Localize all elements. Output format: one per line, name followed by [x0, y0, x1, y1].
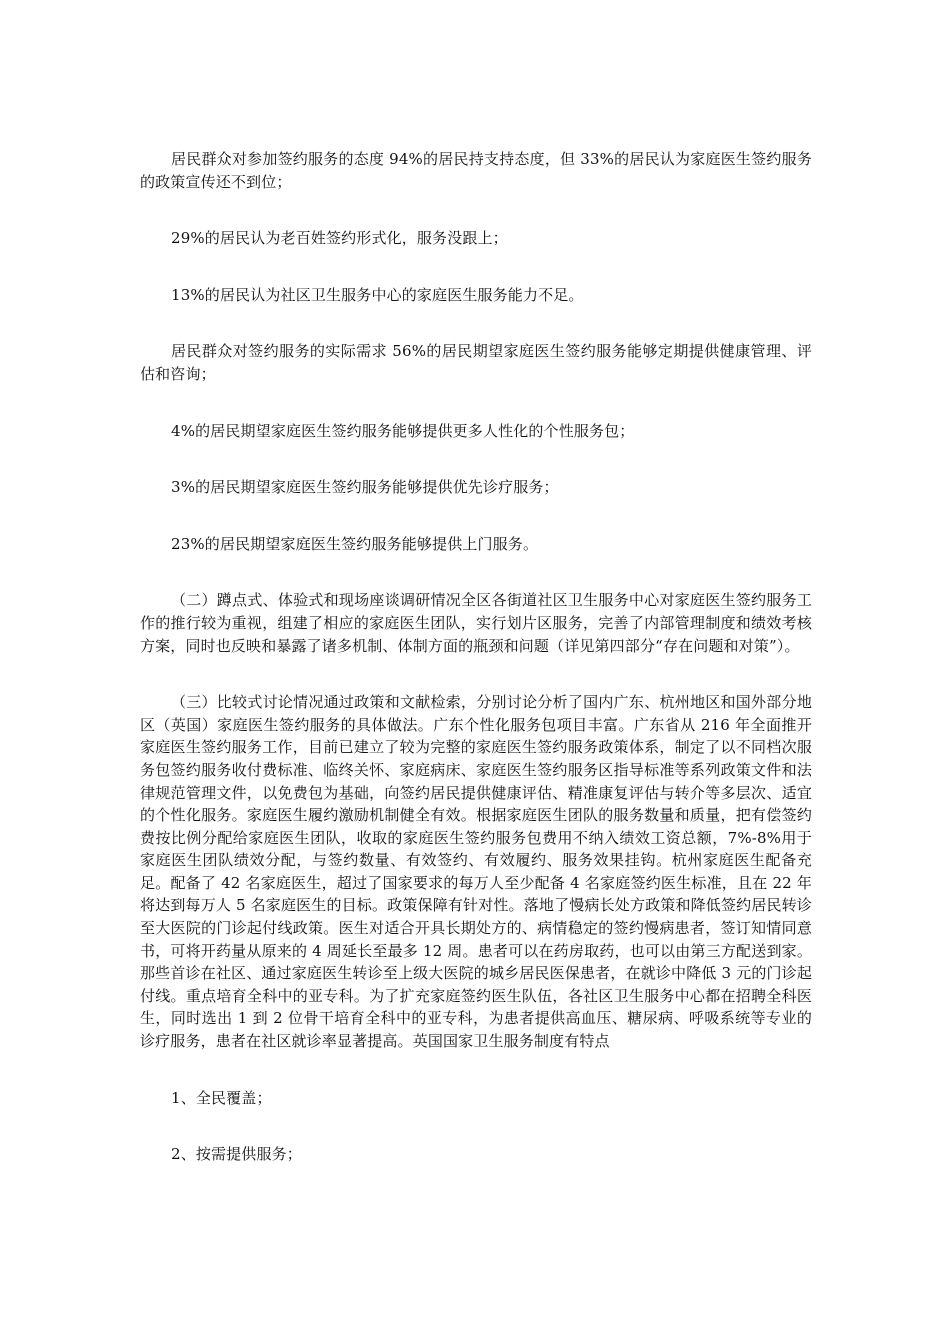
- paragraph-home-visit: 23%的居民期望家庭医生签约服务能够提供上门服务。: [171, 534, 539, 553]
- paragraph-section-two: （二）蹲点式、体验式和现场座谈调研情况全区各街道社区卫生服务中心对家庭医生签约服务工作的推行较为重视，组建了相应的家庭医生团队，实行划片区服务，完善了内部管理制度和绩效考核方案，同时也反映和暴露了诸多机制、体制方面的瓶颈和问题（详见第四部分“存在问题和对策”）。: [140, 591, 812, 655]
- document-body: [140, 148, 812, 1166]
- list-item-on-demand: 2、按需提供服务；: [171, 1145, 302, 1164]
- paragraph-priority: 3%的居民期望家庭医生签约服务能够提供优先诊疗服务；: [171, 478, 559, 497]
- paragraph-personalized: 4%的居民期望家庭医生签约服务能够提供更多人性化的个性服务包；: [171, 421, 635, 440]
- paragraph-demand: 居民群众对签约服务的实际需求 56%的居民期望家庭医生签约服务能够定期提供健康管理、评估和咨询；: [140, 342, 812, 383]
- paragraph-formality: 29%的居民认为老百姓签约形式化，服务没跟上；: [171, 229, 508, 248]
- list-item-universal-coverage: 1、全民覆盖；: [171, 1088, 272, 1107]
- paragraph-attitude: 居民群众对参加签约服务的态度 94%的居民持支持态度，但 33%的居民认为家庭医生签约服务的政策宣传还不到位；: [140, 150, 812, 191]
- paragraph-capacity: 13%的居民认为社区卫生服务中心的家庭医生服务能力不足。: [171, 285, 584, 304]
- paragraph-section-three: （三）比较式讨论情况通过政策和文献检索，分别讨论分析了国内广东、杭州地区和国外部分地区（英国）家庭医生签约服务的具体做法。广东个性化服务包项目丰富。广东省从 216 年全面推开家庭医生签约服务工作，目前已建立了较为完整的家庭医生签约服务政策体系，制定了以不同档次服务包签约服务收付费标准、临终关怀、家庭病床、家庭医生签约服务区指导标准等系列政策文件和法律规范管理文件，以免费包为基础，向签约居民提供健康评估、精准康复评估与转介等多层次、适宜的个性化服务。家庭医生履约激励机制健全有效。根据家庭医生团队的服务数量和质量，把有偿签约费按比例分配给家庭医生团队，收取的家庭医生签约服务包费用不纳入绩效工资总额，7%-8%用于家庭医生团队绩效分配，与签约数量、有效签约、有效履约、服务效果挂钩。杭州家庭医生配备充足。配备了 42 名家庭医生，超过了国家要求的每万人至少配备 4 名家庭签约医生标准，且在 22 年将达到每万人 5 名家庭医生的目标。政策保障有针对性。落地了慢病长处方政策和降低签约居民转诊至大医院的门诊起付线政策。医生对适合开具长期处方的、病情稳定的签约慢病患者，签订知情同意书，可将开药量从原来的 4 周延长至最多 12 周。患者可以在药房取药，也可以由第三方配送到家。那些首诊在社区、通过家庭医生转诊至上级大医院的城乡居民医保患者，在就诊中降低 3 元的门诊起付线。重点培育全科中的亚专科。为了扩充家庭签约医生队伍，各社区卫生服务中心都在招聘全科医生，同时选出 1 到 2 位骨干培育全科中的亚专科，为患者提供高血压、糖尿病、呼吸系统等专业的诊疗服务，患者在社区就诊率显著提高。英国国家卫生服务制度有特点: [140, 693, 812, 1051]
